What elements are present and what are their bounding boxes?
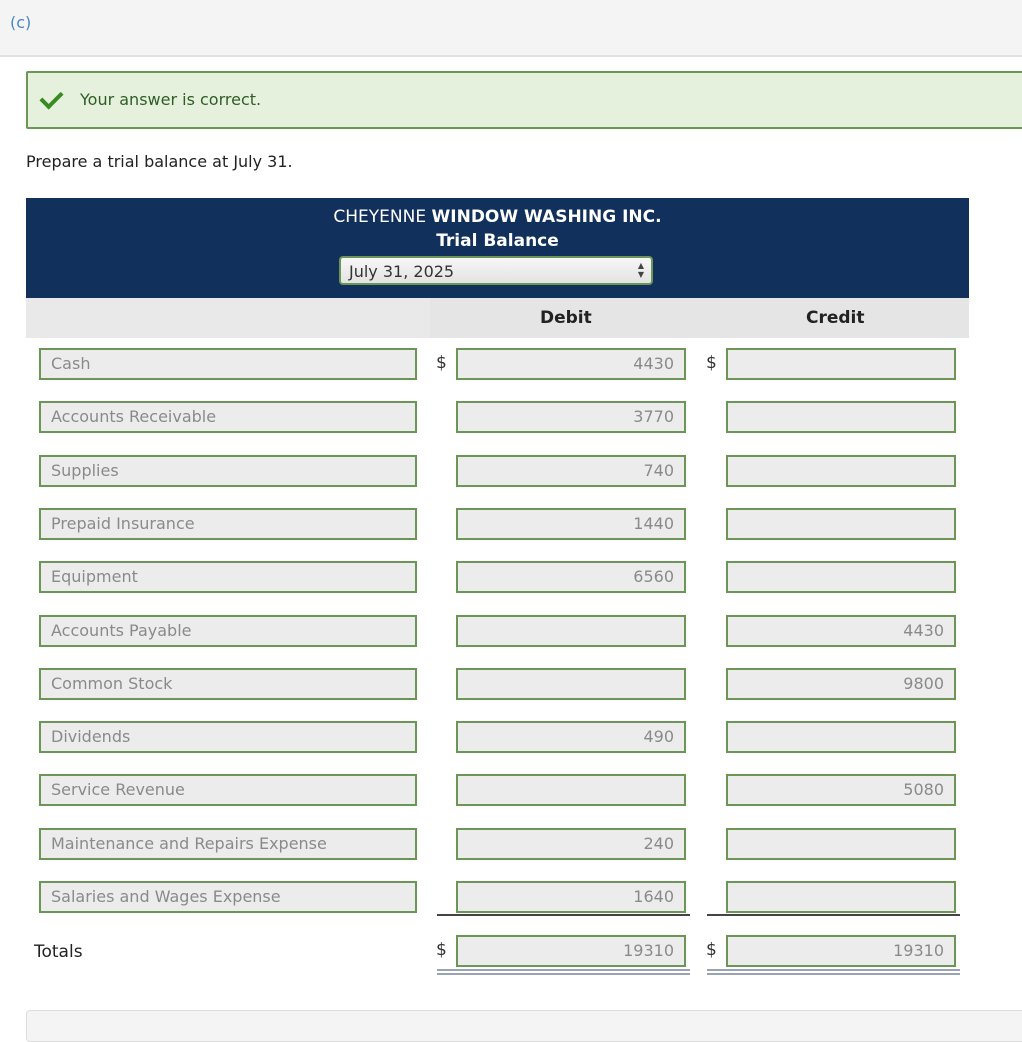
- account-name-field[interactable]: Accounts Receivable: [39, 401, 417, 433]
- account-name-field[interactable]: Dividends: [39, 721, 417, 753]
- debit-amount-field[interactable]: 3770: [456, 401, 686, 433]
- account-name-field[interactable]: Common Stock: [39, 668, 417, 700]
- account-column-header: [26, 298, 430, 338]
- debit-amount-field[interactable]: [456, 668, 686, 700]
- debit-amount-field[interactable]: 1640: [456, 881, 686, 913]
- credit-double-rule: [707, 969, 960, 975]
- banner-text: Your answer is correct.: [80, 90, 262, 109]
- account-name-field[interactable]: Maintenance and Repairs Expense: [39, 828, 417, 860]
- account-name-field[interactable]: Service Revenue: [39, 774, 417, 806]
- totals-credit-currency: $: [706, 940, 717, 960]
- debit-amount-field[interactable]: [456, 615, 686, 647]
- credit-amount-field[interactable]: [726, 721, 956, 753]
- totals-credit-field[interactable]: 19310: [726, 935, 956, 967]
- credit-amount-field[interactable]: [726, 401, 956, 433]
- credit-amount-field[interactable]: [726, 881, 956, 913]
- next-section-panel: [26, 1010, 1022, 1042]
- debit-amount-field[interactable]: 6560: [456, 561, 686, 593]
- company-name: [26, 207, 969, 227]
- credit-amount-field[interactable]: 4430: [726, 615, 956, 647]
- credit-total-rule: [707, 914, 960, 916]
- credit-amount-field[interactable]: 9800: [726, 668, 956, 700]
- debit-amount-field[interactable]: 740: [456, 455, 686, 487]
- debit-currency-symbol: $: [436, 353, 447, 373]
- company-name-prefix: CHEYENNE: [333, 207, 427, 227]
- credit-amount-field[interactable]: [726, 561, 956, 593]
- select-arrows-icon: ▲ ▼: [637, 261, 644, 279]
- statement-title: Trial Balance: [436, 231, 559, 251]
- debit-amount-field[interactable]: 490: [456, 721, 686, 753]
- trial-balance-header: [26, 198, 969, 298]
- debit-amount-field[interactable]: 1440: [456, 508, 686, 540]
- top-bar: [0, 0, 1022, 57]
- account-name-field[interactable]: Salaries and Wages Expense: [39, 881, 417, 913]
- credit-amount-field[interactable]: [726, 508, 956, 540]
- correct-answer-banner: [26, 71, 1022, 129]
- column-header-row: [26, 298, 969, 338]
- debit-double-rule: [437, 969, 690, 975]
- credit-amount-field[interactable]: 5080: [726, 774, 956, 806]
- company-name-bold: WINDOW WASHING INC.: [431, 207, 662, 227]
- instruction-text: Prepare a trial balance at July 31.: [26, 152, 293, 171]
- totals-debit-currency: $: [436, 940, 447, 960]
- date-select[interactable]: [339, 256, 653, 285]
- account-name-field[interactable]: Cash: [39, 348, 417, 380]
- credit-column-header: Credit: [806, 308, 865, 328]
- account-name-field[interactable]: Prepaid Insurance: [39, 508, 417, 540]
- totals-debit-field[interactable]: 19310: [456, 935, 686, 967]
- debit-amount-field[interactable]: [456, 774, 686, 806]
- debit-amount-field[interactable]: 240: [456, 828, 686, 860]
- debit-column-header: Debit: [540, 308, 592, 328]
- credit-currency-symbol: $: [706, 353, 717, 373]
- checkmark-icon: [39, 85, 63, 109]
- account-name-field[interactable]: Accounts Payable: [39, 615, 417, 647]
- part-label: (c): [10, 13, 32, 32]
- debit-total-rule: [437, 914, 690, 916]
- account-name-field[interactable]: Equipment: [39, 561, 417, 593]
- credit-amount-field[interactable]: [726, 455, 956, 487]
- credit-amount-field[interactable]: [726, 348, 956, 380]
- debit-amount-field[interactable]: 4430: [456, 348, 686, 380]
- totals-label: Totals: [34, 942, 83, 962]
- account-name-field[interactable]: Supplies: [39, 455, 417, 487]
- credit-amount-field[interactable]: [726, 828, 956, 860]
- date-select-value: July 31, 2025: [349, 262, 455, 281]
